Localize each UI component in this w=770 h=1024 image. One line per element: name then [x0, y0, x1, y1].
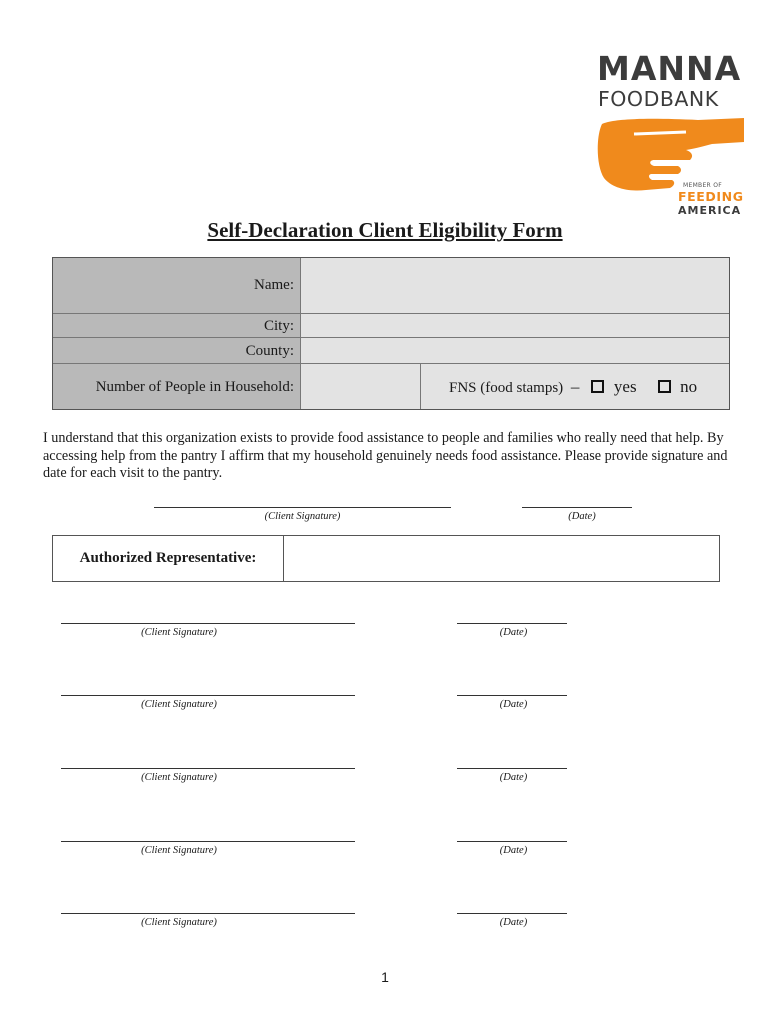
signature-caption-5: (Client Signature)	[141, 845, 217, 856]
signature-line-3[interactable]	[61, 695, 355, 696]
fns-yes-label: yes	[613, 377, 637, 396]
signature-line-2[interactable]	[61, 623, 355, 624]
signature-caption-3: (Client Signature)	[141, 699, 217, 710]
date-line-1[interactable]	[522, 507, 632, 508]
logo-america-text: AMERICA	[678, 204, 742, 217]
date-caption-6: (Date)	[499, 917, 528, 928]
fns-yes-checkbox[interactable]	[591, 380, 604, 393]
date-caption-5: (Date)	[499, 845, 528, 856]
date-line-2[interactable]	[457, 623, 567, 624]
signature-caption-1: (Client Signature)	[264, 511, 341, 522]
authorized-representative-box	[52, 535, 720, 582]
client-info-table	[52, 257, 730, 410]
page-number: 1	[381, 969, 389, 985]
signature-caption-2: (Client Signature)	[141, 627, 217, 638]
city-field[interactable]	[301, 314, 729, 337]
signature-caption-4: (Client Signature)	[141, 772, 217, 783]
hand-logo-icon	[594, 112, 746, 194]
date-caption-2: (Date)	[499, 627, 528, 638]
fns-no-checkbox[interactable]	[658, 380, 671, 393]
signature-caption-6: (Client Signature)	[141, 917, 217, 928]
logo-manna-text: MANNA	[597, 49, 742, 88]
logo-feeding-text: FEEDING	[678, 189, 744, 204]
eligibility-statement: I understand that this organization exists to provide food assistance to people and families who really need that help. By accessing help from the pantry I affirm that my household genuinely needs food assistance. Please provide signature and date for each visit to the pantry.	[43, 430, 728, 481]
date-line-5[interactable]	[457, 841, 567, 842]
county-field[interactable]	[301, 338, 729, 363]
authorized-representative-label: Authorized Representative:	[53, 536, 284, 581]
name-label: Name:	[53, 258, 301, 313]
fns-label: FNS (food stamps)	[449, 380, 564, 396]
household-label: Number of People in Household:	[53, 364, 301, 409]
date-caption-4: (Date)	[499, 772, 528, 783]
county-label: County:	[53, 338, 301, 363]
date-line-3[interactable]	[457, 695, 567, 696]
signature-line-6[interactable]	[61, 913, 355, 914]
name-field[interactable]	[301, 258, 729, 313]
fns-no-label: no	[680, 377, 698, 396]
signature-line-4[interactable]	[61, 768, 355, 769]
household-field[interactable]	[301, 364, 421, 409]
signature-line-5[interactable]	[61, 841, 355, 842]
logo-member-of: MEMBER OF	[683, 182, 723, 189]
date-caption-1: (Date)	[568, 511, 596, 522]
date-line-6[interactable]	[457, 913, 567, 914]
logo-foodbank-text: FOODBANK	[598, 87, 719, 111]
authorized-representative-field[interactable]	[285, 536, 719, 581]
date-caption-3: (Date)	[499, 699, 528, 710]
signature-line-1[interactable]	[154, 507, 451, 508]
fns-dash: –	[570, 377, 580, 396]
fns-cell	[421, 364, 729, 409]
city-label: City:	[53, 314, 301, 337]
date-line-4[interactable]	[457, 768, 567, 769]
form-title: Self-Declaration Client Eligibility Form	[207, 218, 563, 242]
